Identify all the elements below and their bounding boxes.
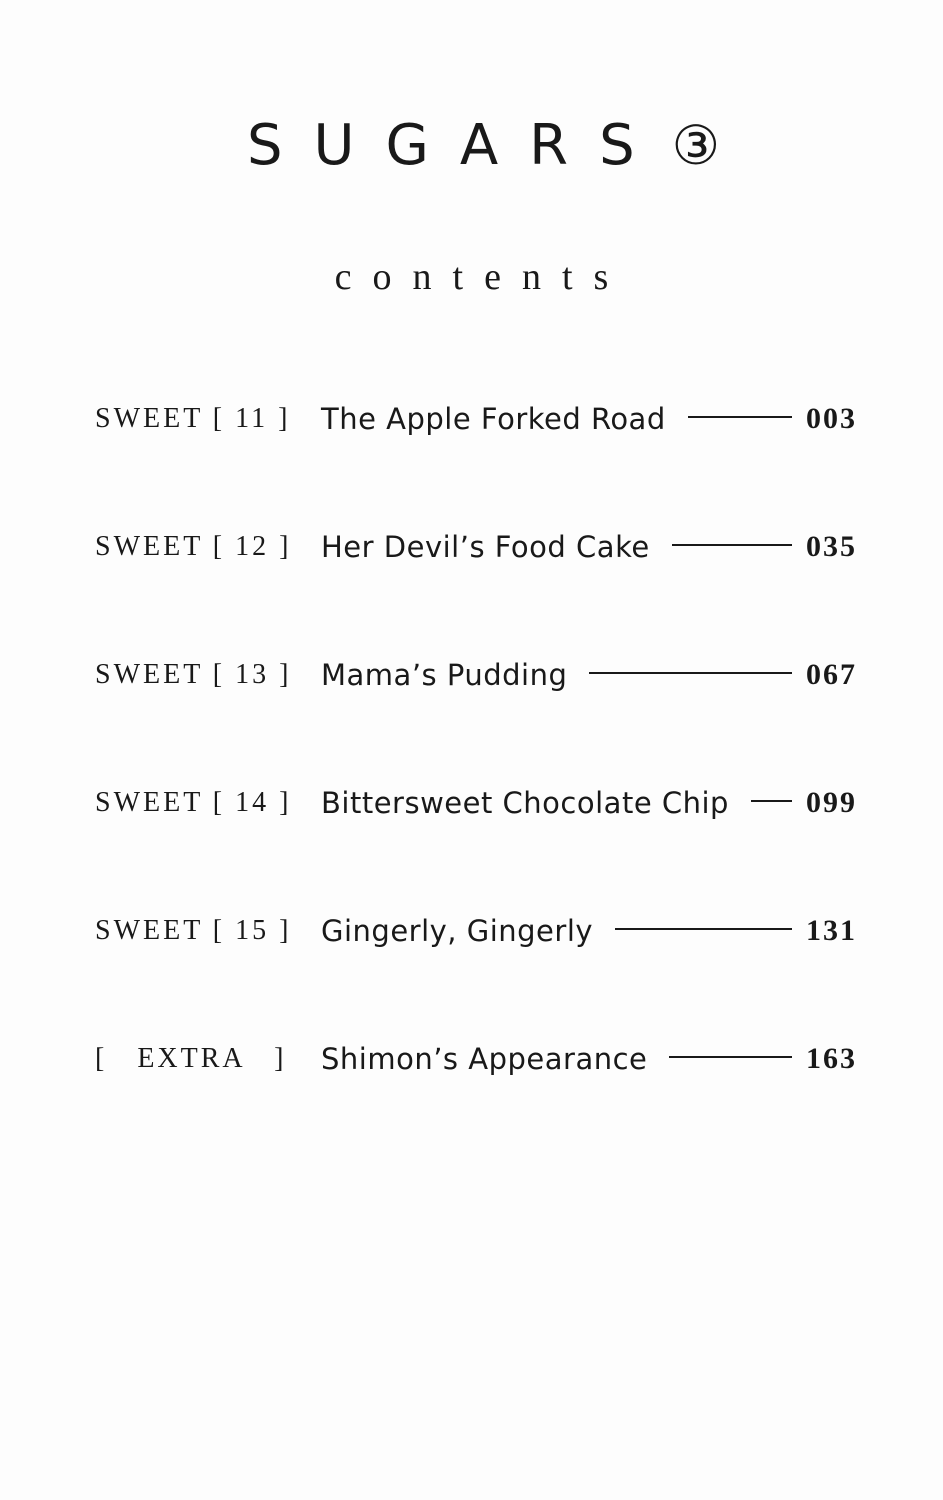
- volume-badge: ③: [671, 114, 721, 177]
- entry-title: Bittersweet Chocolate Chip: [321, 786, 729, 820]
- toc-entry: [95, 867, 855, 995]
- leader-line: [688, 416, 792, 418]
- series-title-text: SUGARS: [246, 113, 666, 178]
- toc-entry: [95, 483, 855, 611]
- entry-page-number: 131: [806, 914, 857, 947]
- contents-heading: contents: [334, 256, 630, 298]
- entry-page-number: 003: [806, 402, 857, 435]
- entry-label: SWEET [ 11 ]: [95, 403, 291, 434]
- leader-line: [589, 672, 792, 674]
- leader-line: [615, 928, 792, 930]
- toc-entry: [95, 611, 855, 739]
- entry-label: SWEET [ 15 ]: [95, 915, 292, 946]
- entry-title: Mama’s Pudding: [321, 658, 568, 692]
- entry-page-number: 099: [806, 786, 857, 819]
- leader-line: [669, 1056, 792, 1058]
- leader-line: [751, 800, 792, 802]
- entry-title: The Apple Forked Road: [321, 402, 666, 436]
- entry-page-number: 163: [806, 1042, 857, 1075]
- entry-title: Shimon’s Appearance: [321, 1042, 648, 1076]
- toc-entry: [95, 739, 855, 867]
- toc-entry: [95, 355, 855, 483]
- entry-title: Gingerly, Gingerly: [321, 914, 594, 948]
- toc-entry: [95, 995, 855, 1123]
- entry-label: SWEET [ 12 ]: [95, 531, 292, 562]
- toc-list: [95, 355, 855, 1123]
- entry-label: SWEET [ 13 ]: [95, 659, 292, 690]
- entry-label: SWEET [ 14 ]: [95, 787, 292, 818]
- entry-page-number: 035: [806, 530, 857, 563]
- leader-line: [672, 544, 792, 546]
- series-title: [0, 113, 943, 178]
- entry-title: Her Devil’s Food Cake: [321, 530, 650, 564]
- entry-label: [ EXTRA ]: [95, 1043, 287, 1074]
- entry-page-number: 067: [806, 658, 857, 691]
